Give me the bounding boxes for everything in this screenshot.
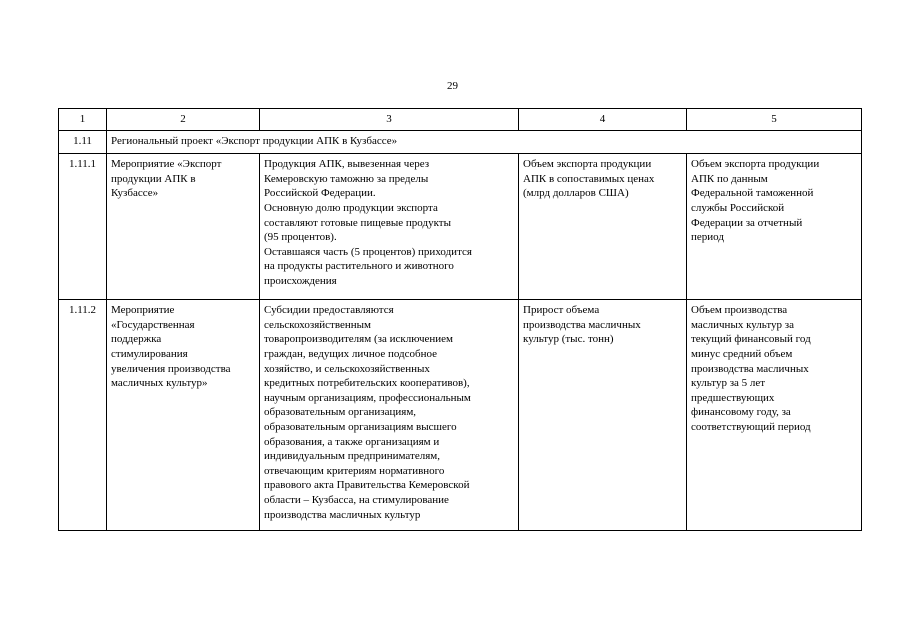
indicator-cell: Прирост объема производства масличных культур (тыс. тонн) [519, 300, 687, 531]
event-name-cell: Мероприятие «Экспорт продукции АПК в Кузбассе» [107, 154, 260, 300]
column-header-4: 4 [519, 109, 687, 131]
column-header-5: 5 [687, 109, 862, 131]
column-header-1: 1 [59, 109, 107, 131]
document-table [58, 108, 862, 531]
method-cell: Объем производства масличных культур за текущий финансовый год минус средний объем производства масличных культур за 5 лет предшествующих финансовому году, за соответствующий период [687, 300, 862, 531]
page-number: 29 [447, 80, 458, 92]
method-cell: Объем экспорта продукции АПК по данным Федеральной таможенной службы Российской Федерации за отчетный период [687, 154, 862, 300]
row-number: 1.11.2 [59, 300, 107, 531]
table-row [59, 300, 862, 531]
description-cell: Субсидии предоставляются сельскохозяйственным товаропроизводителям (за исключением граждан, ведущих личное подсобное хозяйство, и сельскохозяйственных кредитных потребительских кооперативов), научным организациям, профессиональным образовательным организациям, образовательным организациям высшего образования, а также организациям и индивидуальным предпринимателям, отвечающим критериям нормативного правового акта Правительства Кемеровской области – Кузбасса, на стимулирование производства масличных культур [260, 300, 519, 531]
section-title: Региональный проект «Экспорт продукции АПК в Кузбассе» [107, 130, 862, 154]
description-cell: Продукция АПК, вывезенная через Кемеровскую таможню за пределы Российской Федерации. Основную долю продукции экспорта составляют готовые пищевые продукты (95 процентов). Оставшаяся часть (5 процентов) приходится на продукты растительного и животного происхождения [260, 154, 519, 300]
indicator-cell: Объем экспорта продукции АПК в сопоставимых ценах (млрд долларов США) [519, 154, 687, 300]
section-number: 1.11 [59, 130, 107, 154]
event-name-cell: Мероприятие «Государственная поддержка стимулирования увеличения производства масличных культур» [107, 300, 260, 531]
table-row [59, 154, 862, 300]
row-number: 1.11.1 [59, 154, 107, 300]
column-header-3: 3 [260, 109, 519, 131]
table-header-row [59, 109, 862, 131]
section-row [59, 130, 862, 154]
column-header-2: 2 [107, 109, 260, 131]
